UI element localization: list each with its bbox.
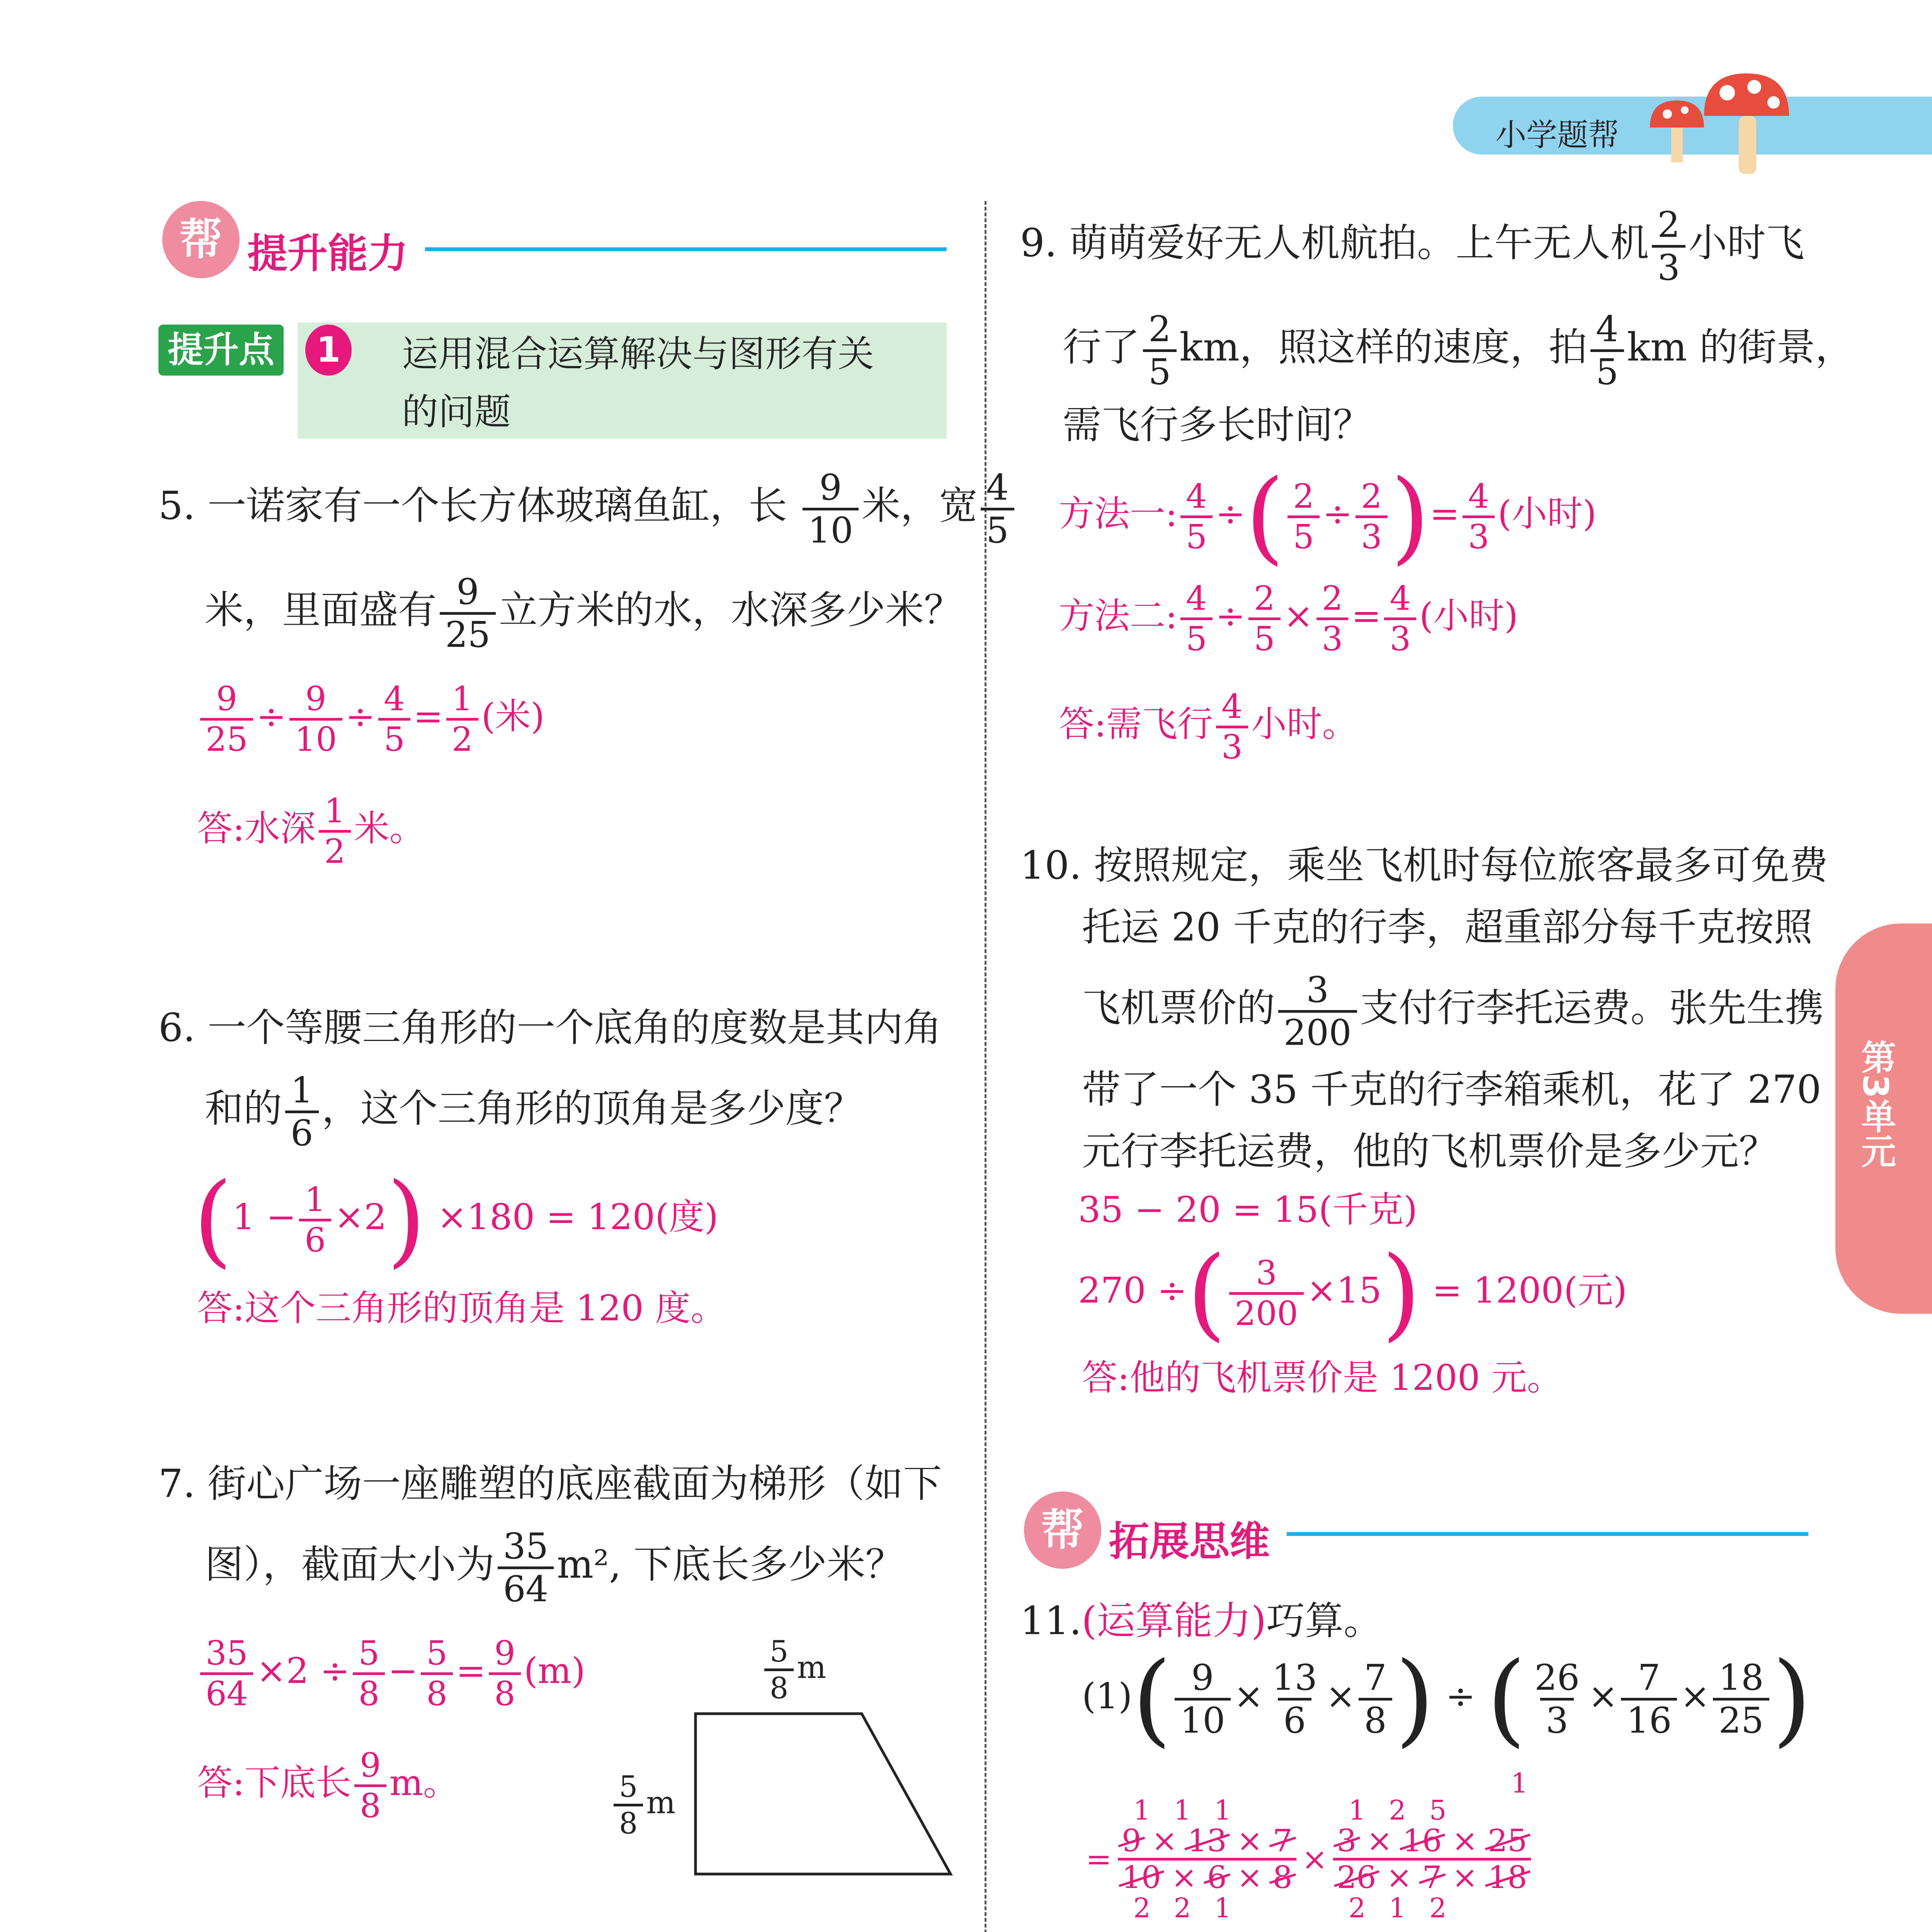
q9-method2: 方法二: $\frac{4}{5}$ ÷ $\frac{2}{5}$ × $\frac{2}{3}$ = $\frac{4}{3}$ (小时) <box>1059 579 1518 658</box>
q6-line2: 和的 $\frac{1}{6}$ ，这个三角形的顶角是多少度？ <box>205 1070 863 1154</box>
unit-tab-label: 第3单元 <box>1855 1039 1896 1168</box>
fraction: $\frac{4}{5}$ <box>981 468 1014 551</box>
q7-answer: 答:下底长 $\frac{9}{8}$ m。 <box>197 1746 459 1825</box>
q9-line2: 行了 $\frac{2}{5}$ km，照这样的速度，拍 $\frac{4}{5}$ km 的街景， <box>1063 308 1854 393</box>
trapezoid-figure <box>692 1712 954 1878</box>
q9-line1: 9. 萌萌爱好无人机航拍。上午无人机 $\frac{2}{3}$ 小时飞 <box>1020 204 1804 288</box>
q11-part1: (1)( $\frac{9}{10}$ × $\frac{13}{6}$ × $\frac{7}{8}$ ) ÷ ( $\frac{26}{3}$ × $\frac{7}{16}$ × $\frac{18}{25}$ ) <box>1082 1641 1811 1757</box>
fraction: $\frac{9}{25}$ <box>440 572 496 655</box>
q5-line1: 5. 一诺家有一个长方体玻璃鱼缸，长 $\frac{9}{10}$ 米，宽 $\frac{4}{5}$ <box>158 468 1017 551</box>
q11-title: 11.(运算能力)巧算。 <box>1020 1598 1383 1643</box>
q11-step1-left: = 1 1 1 9 × 13 × 7 10 × 6 × 8 2 2 1 × 1 2 5 3 × 16 × 25 26 × 7 × 18 2 1 2 <box>1086 1797 1531 1922</box>
fraction: $\frac{9}{10}$ <box>803 468 859 551</box>
q7-num: 7. <box>158 1461 196 1506</box>
section-title-extend: 拓展思维 <box>1109 1518 1270 1565</box>
trapezoid-top-label: $\frac{5}{8}$ m <box>761 1634 826 1705</box>
section-badge: 帮 <box>162 201 240 278</box>
q7-line2: 图），截面大小为 $\frac{35}{64}$ m², 下底长多少米？ <box>205 1526 904 1610</box>
q6-answer: 答:这个三角形的顶角是 120 度。 <box>197 1287 726 1329</box>
section-rule <box>425 247 947 251</box>
trapezoid-side-label: $\frac{5}{8}$ m <box>611 1770 675 1840</box>
q7-line1: 7. 街心广场一座雕塑的底座截面为梯形（如下 <box>158 1461 942 1506</box>
q5-answer: 答:水深 $\frac{1}{2}$ 米。 <box>197 792 425 871</box>
q6-line1: 6. 一个等腰三角形的一个底角的度数是其内角 <box>158 1005 942 1050</box>
q10-answer: 答:他的飞机票价是 1200 元。 <box>1082 1357 1563 1398</box>
q10-calc1: 35 − 20 = 15(千克) <box>1078 1189 1418 1230</box>
q6-calc: (1 − $\frac{1}{6}$ ×2) ×180 = 120(度) <box>193 1162 718 1278</box>
point-topic-1-line2: 的问题 <box>402 391 511 433</box>
q5-calc: $\frac{9}{25}$ ÷ $\frac{9}{10}$ ÷ $\frac{4}{5}$ = $\frac{1}{2}$ (米) <box>197 680 544 759</box>
point-topic-1-line1: 运用混合运算解决与图形有关 <box>402 333 874 375</box>
q6-num: 6. <box>158 1005 196 1050</box>
point-num-1: 1 <box>305 325 352 376</box>
q10-line1: 10. 按照规定，乘坐飞机时每位旅客最多可免费 <box>1020 843 1828 888</box>
q10-calc2: 270 ÷( $\frac{3}{200}$ ×15) = 1200(元) <box>1078 1235 1627 1352</box>
q10-line5: 元行李托运费，他的飞机票价是多少元？ <box>1082 1129 1777 1174</box>
q10-line3: 飞机票价的 $\frac{3}{200}$ 支付行李托运费。张先生携 <box>1082 969 1824 1053</box>
q5-line2: 米，里面盛有 $\frac{9}{25}$ 立方米的水，水深多少米？ <box>205 571 963 655</box>
mushroom-icon <box>1634 66 1797 182</box>
q10-num: 10. <box>1020 843 1082 888</box>
section-badge: 帮 <box>1024 1492 1101 1569</box>
q9-line3: 需飞行多长时间？ <box>1063 402 1372 447</box>
section-title-improve: 提升能力 <box>247 230 408 277</box>
q10-line4: 带了一个 35 千克的行李箱乘机，花了 270 <box>1082 1067 1821 1112</box>
q9-answer: 答:需飞行 $\frac{4}{3}$ 小时。 <box>1059 687 1358 767</box>
q7-calc: $\frac{35}{64}$ ×2 ÷ $\frac{5}{8}$ − $\frac{5}{8}$ = $\frac{9}{8}$ (m) <box>197 1634 585 1713</box>
section-rule <box>1287 1532 1808 1536</box>
q10-line2: 托运 20 千克的行李，超重部分每千克按照 <box>1082 905 1813 950</box>
column-divider <box>985 201 986 1932</box>
q5-num: 5. <box>158 483 196 529</box>
q9-method1: 方法一: $\frac{4}{5}$ ÷( $\frac{2}{5}$ ÷ $\frac{2}{3}$ )= $\frac{4}{3}$ (小时) <box>1059 458 1597 575</box>
point-tag-1: 提升点 <box>158 325 284 376</box>
q9-num: 9. <box>1020 220 1057 266</box>
brand-label: 小学题帮 <box>1495 117 1619 153</box>
q11-num: 11. <box>1020 1598 1082 1643</box>
q11-step1-extra-top: 1 <box>1511 1767 1528 1799</box>
